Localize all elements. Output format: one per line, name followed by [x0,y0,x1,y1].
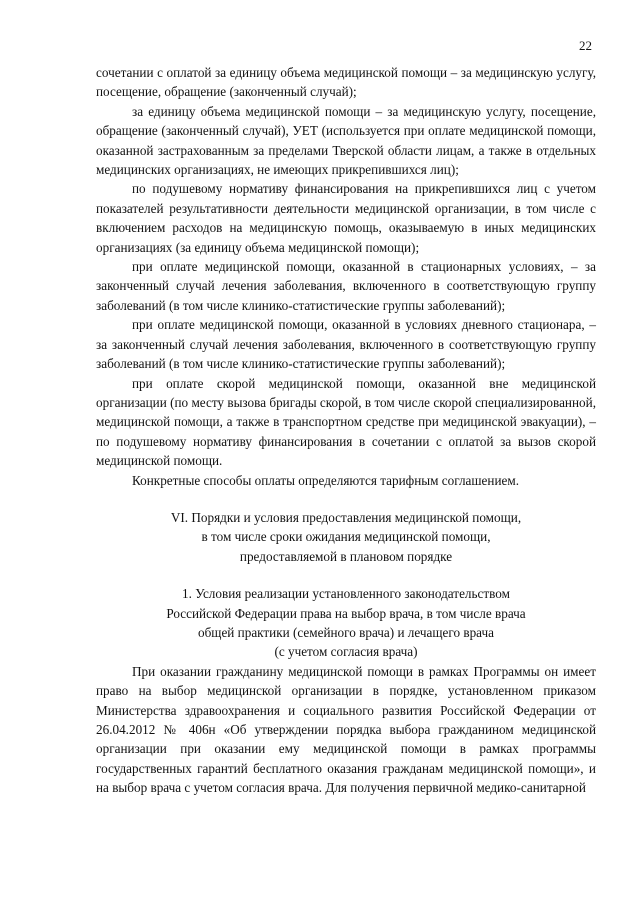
section-heading-line: в том числе сроки ожидания медицинской помощи, [201,529,491,545]
paragraph: Конкретные способы оплаты определяются тарифным соглашением. [132,472,520,488]
subsection-heading-line: 1. Условия реализации установленного законодательством [182,586,510,602]
paragraph: при оплате медицинской помощи, оказанной в стационарных условиях, – за законченный случай лечения заболевания, включенного в соответствующую группу заболеваний (в том числе клинико-статистические группы заболеваний); [96,259,596,313]
page-number: 22 [579,38,592,53]
section-heading-line: VI. Порядки и условия предоставления медицинской помощи, [170,509,522,525]
paragraph: по подушевому нормативу финансирования на прикрепившихся лиц с учетом показателей результативности деятельности медицинской организации, в том числе с включением расходов на медицинскую помощь, оказываемую в иных медицинских организациях (за единицу объема медицинской помощи); [96,181,596,255]
section-heading [96,508,596,566]
section-heading-line: предоставляемой в плановом порядке [239,548,453,564]
paragraph: При оказании гражданину медицинской помощи в рамках Программы он имеет право на выбор медицинской организации в порядке, установленном приказом Министерства здравоохранения и социального развития Российской Федерации от 26.04.2012 № 406н «Об утверждении порядка выбора гражданином медицинской организации при оказании ему медицинской помощи в рамках программы государственных гарантий бесплатного оказания гражданам медицинской помощи», и на выбор врача с учетом согласия врача. Для получения первичной медико-санитарной [96,663,596,796]
subsection-heading-line: (с учетом согласия врача) [274,644,418,660]
subsection-heading [96,584,596,662]
paragraph: за единицу объема медицинской помощи – за медицинскую услугу, посещение, обращение (законченный случай), УЕТ (используется при оплате медицинской помощи, оказанной застрахованным за пределами Тверской области лицам, а также в отдельных медицинских организациях, не имеющих прикрепившихся лиц); [96,103,596,178]
subsection-heading-line: общей практики (семейного врача) и лечащего врача [198,624,494,640]
paragraph: сочетании с оплатой за единицу объема медицинской помощи – за медицинскую услугу, посещение, обращение (законченный случай); [96,65,596,100]
paragraph: при оплате медицинской помощи, оказанной в условиях дневного стационара, – за законченный случай лечения заболевания, включенного в соответствующую группу заболеваний (в том числе клинико-статистические группы заболеваний); [96,317,596,372]
document-body [96,63,596,798]
subsection-heading-line: Российской Федерации права на выбор врача, в том числе врача [166,605,526,621]
paragraph: при оплате скорой медицинской помощи, оказанной вне медицинской организации (по месту вызова бригады скорой, в том числе скорой специализированной, медицинской помощи, а также в транспортном средстве при медицинской эвакуации), – по подушевому нормативу финансирования в сочетании с оплатой за вызов скорой медицинской помощи. [96,375,596,469]
